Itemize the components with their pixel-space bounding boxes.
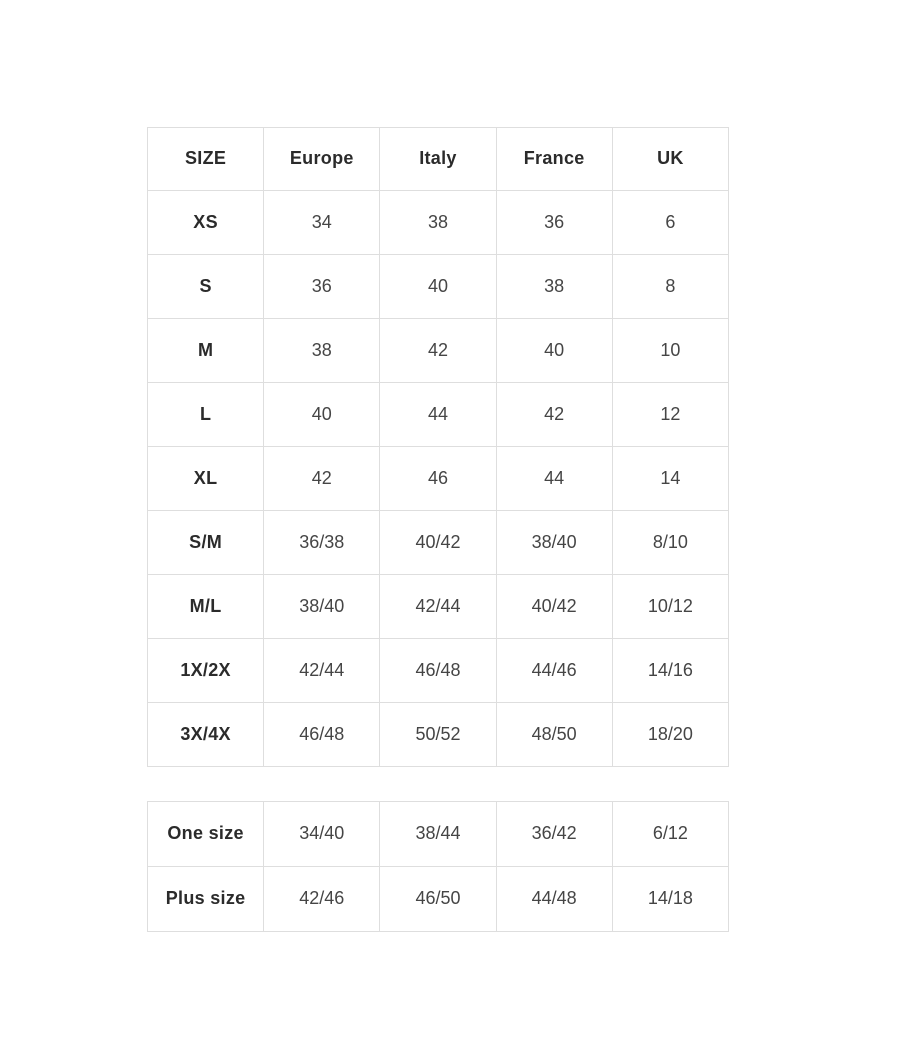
size-label-cell: XL xyxy=(148,447,264,511)
value-cell: 36/38 xyxy=(264,511,380,575)
column-header-europe: Europe xyxy=(264,128,380,191)
value-cell: 42 xyxy=(496,383,612,447)
value-cell: 6 xyxy=(612,191,728,255)
size-conversion-table-body xyxy=(148,191,729,767)
value-cell: 38 xyxy=(496,255,612,319)
size-conversion-table-head xyxy=(148,128,729,191)
table-row xyxy=(148,191,729,255)
table-row xyxy=(148,575,729,639)
column-header-uk: UK xyxy=(612,128,728,191)
value-cell: 42/44 xyxy=(380,575,496,639)
size-label-cell: L xyxy=(148,383,264,447)
value-cell: 46/50 xyxy=(380,867,496,932)
value-cell: 40 xyxy=(496,319,612,383)
size-label-cell: Plus size xyxy=(148,867,264,932)
value-cell: 38/40 xyxy=(496,511,612,575)
table-row xyxy=(148,802,729,867)
value-cell: 18/20 xyxy=(612,703,728,767)
value-cell: 44 xyxy=(380,383,496,447)
special-sizes-table xyxy=(147,801,729,932)
size-label-cell: 1X/2X xyxy=(148,639,264,703)
value-cell: 40/42 xyxy=(496,575,612,639)
table-row xyxy=(148,319,729,383)
value-cell: 46/48 xyxy=(264,703,380,767)
value-cell: 46 xyxy=(380,447,496,511)
value-cell: 44/48 xyxy=(496,867,612,932)
size-label-cell: One size xyxy=(148,802,264,867)
value-cell: 40/42 xyxy=(380,511,496,575)
table-row xyxy=(148,255,729,319)
value-cell: 8 xyxy=(612,255,728,319)
value-cell: 38/44 xyxy=(380,802,496,867)
value-cell: 6/12 xyxy=(612,802,728,867)
value-cell: 36 xyxy=(264,255,380,319)
value-cell: 44 xyxy=(496,447,612,511)
value-cell: 14/18 xyxy=(612,867,728,932)
column-header-italy: Italy xyxy=(380,128,496,191)
value-cell: 42/44 xyxy=(264,639,380,703)
value-cell: 14/16 xyxy=(612,639,728,703)
value-cell: 40 xyxy=(264,383,380,447)
value-cell: 12 xyxy=(612,383,728,447)
table-row xyxy=(148,703,729,767)
table-row xyxy=(148,383,729,447)
column-header-france: France xyxy=(496,128,612,191)
value-cell: 36 xyxy=(496,191,612,255)
value-cell: 40 xyxy=(380,255,496,319)
size-conversion-table xyxy=(147,127,729,767)
value-cell: 38/40 xyxy=(264,575,380,639)
value-cell: 46/48 xyxy=(380,639,496,703)
value-cell: 8/10 xyxy=(612,511,728,575)
table-row xyxy=(148,867,729,932)
value-cell: 44/46 xyxy=(496,639,612,703)
value-cell: 10 xyxy=(612,319,728,383)
value-cell: 42 xyxy=(380,319,496,383)
value-cell: 42 xyxy=(264,447,380,511)
size-label-cell: S/M xyxy=(148,511,264,575)
column-header-size: SIZE xyxy=(148,128,264,191)
value-cell: 50/52 xyxy=(380,703,496,767)
value-cell: 14 xyxy=(612,447,728,511)
value-cell: 10/12 xyxy=(612,575,728,639)
value-cell: 38 xyxy=(380,191,496,255)
table-row xyxy=(148,639,729,703)
size-label-cell: XS xyxy=(148,191,264,255)
value-cell: 34/40 xyxy=(264,802,380,867)
value-cell: 42/46 xyxy=(264,867,380,932)
size-label-cell: M xyxy=(148,319,264,383)
value-cell: 38 xyxy=(264,319,380,383)
special-sizes-table-body xyxy=(148,802,729,932)
table-row xyxy=(148,447,729,511)
size-guide-tables xyxy=(147,127,729,932)
value-cell: 34 xyxy=(264,191,380,255)
table-row xyxy=(148,511,729,575)
size-label-cell: 3X/4X xyxy=(148,703,264,767)
value-cell: 48/50 xyxy=(496,703,612,767)
header-row xyxy=(148,128,729,191)
size-label-cell: M/L xyxy=(148,575,264,639)
value-cell: 36/42 xyxy=(496,802,612,867)
size-label-cell: S xyxy=(148,255,264,319)
